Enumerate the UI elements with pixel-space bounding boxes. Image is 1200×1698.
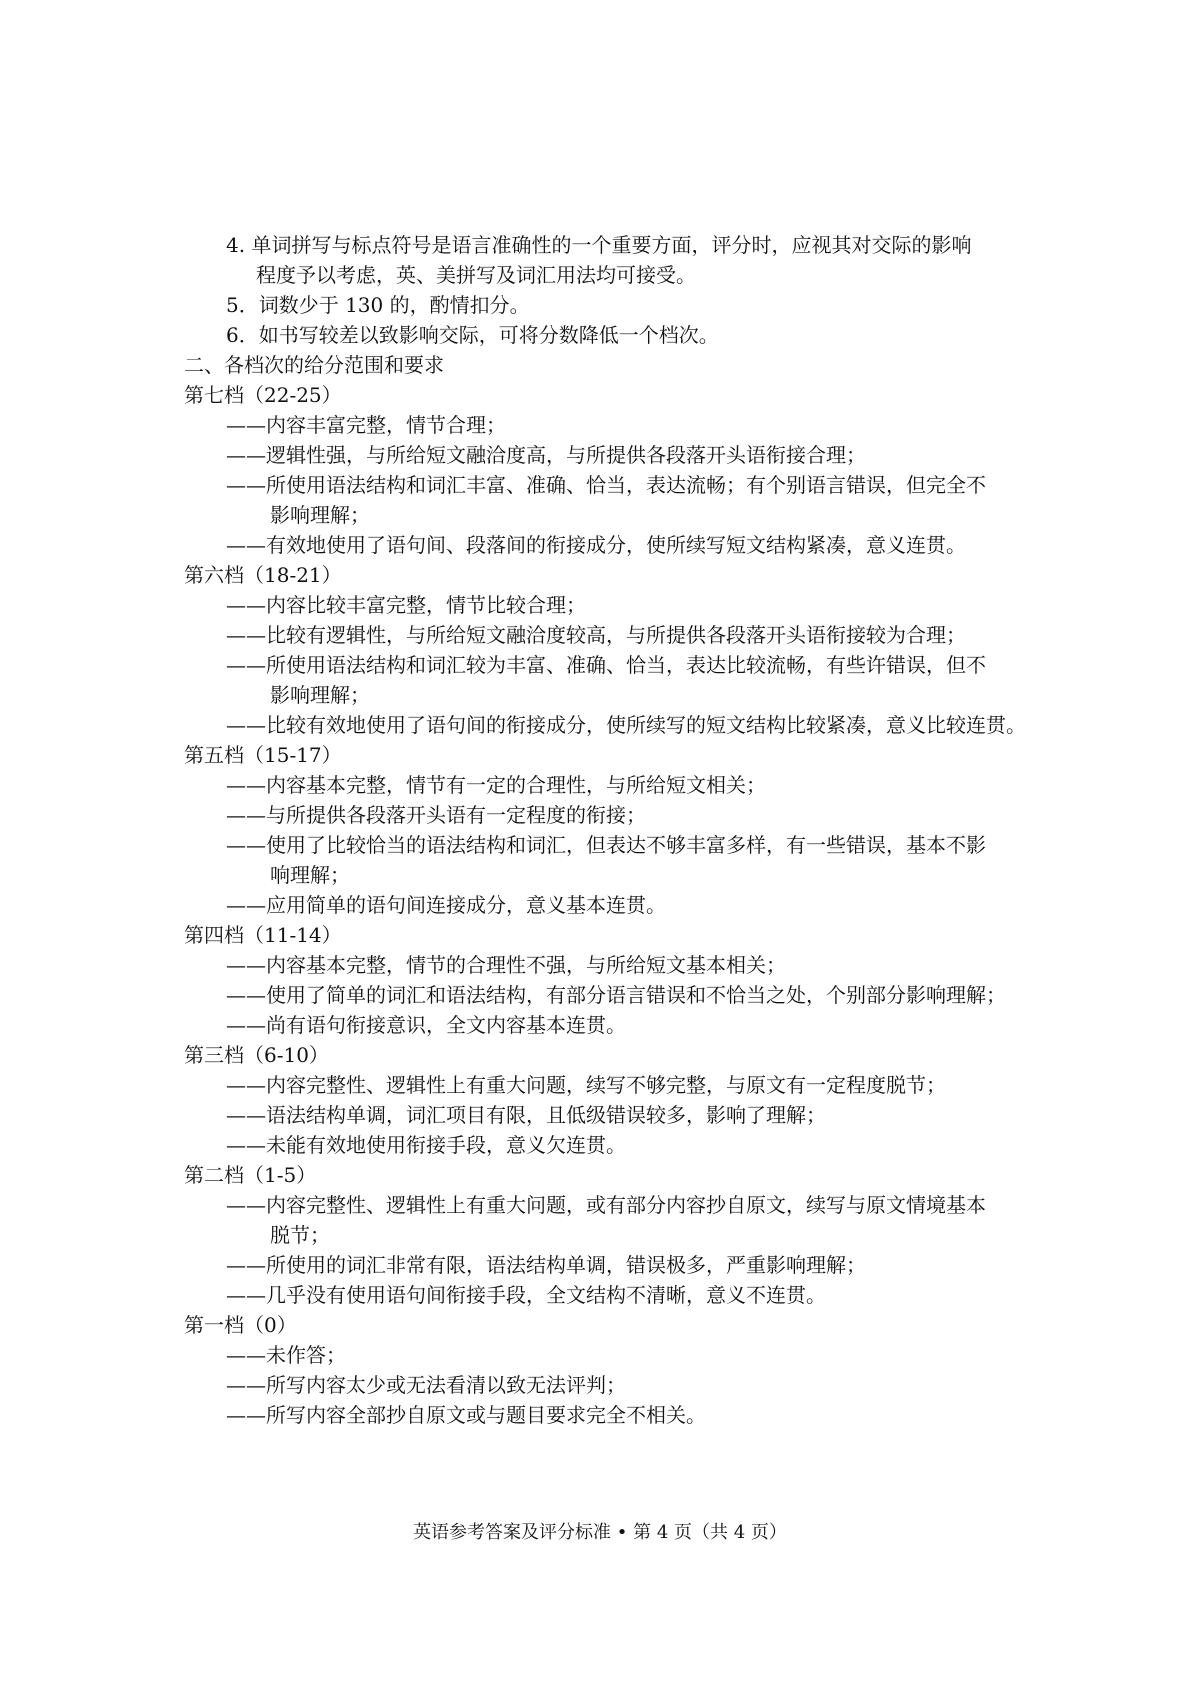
grade-3-criterion-2: ——语法结构单调，词汇项目有限，且低级错误较多，影响了理解； <box>226 1103 826 1127</box>
grade-3 <box>184 1040 1044 1160</box>
grade-6-criterion-1: ——内容比较丰富完整，情节比较合理； <box>226 593 586 617</box>
grade-5-title: 第五档（15-17） <box>184 743 342 767</box>
grade-6-title: 第六档（18-21） <box>184 563 342 587</box>
grade-2 <box>184 1160 1044 1310</box>
grade-1-criterion-3: ——所写内容全部抄自原文或与题目要求完全不相关。 <box>226 1403 706 1427</box>
grade-5-criterion-3-line-2: 响理解； <box>270 863 350 887</box>
grade-4-title: 第四档（11-14） <box>184 923 342 947</box>
grade-5-criterion-2: ——与所提供各段落开头语有一定程度的衔接； <box>226 803 646 827</box>
grade-3-criterion-1: ——内容完整性、逻辑性上有重大问题，续写不够完整，与原文有一定程度脱节； <box>226 1073 946 1097</box>
note-4-line-2: 程度予以考虑，英、美拼写及词汇用法均可接受。 <box>256 263 696 287</box>
grade-7-criterion-2: ——逻辑性强，与所给短文融洽度高，与所提供各段落开头语衔接合理； <box>226 443 866 467</box>
grade-5-criterion-3-line-1: ——使用了比较恰当的语法结构和词汇，但表达不够丰富多样，有一些错误，基本不影 <box>226 833 986 857</box>
grade-7 <box>184 380 1044 560</box>
grade-7-criterion-3-line-1: ——所使用语法结构和词汇丰富、准确、恰当，表达流畅；有个别语言错误，但完全不 <box>226 473 986 497</box>
grade-7-criterion-1: ——内容丰富完整，情节合理； <box>226 413 506 437</box>
note-6: 6．如书写较差以致影响交际，可将分数降低一个档次。 <box>226 323 719 347</box>
grade-7-criterion-4: ——有效地使用了语句间、段落间的衔接成分，使所续写短文结构紧凑，意义连贯。 <box>226 533 966 557</box>
grade-1-criterion-2: ——所写内容太少或无法看清以致无法评判； <box>226 1373 626 1397</box>
grade-7-title: 第七档（22-25） <box>184 383 342 407</box>
grade-4-criterion-3: ——尚有语句衔接意识，全文内容基本连贯。 <box>226 1013 626 1037</box>
grade-4-criterion-2: ——使用了简单的词汇和语法结构，有部分语言错误和不恰当之处，个别部分影响理解； <box>226 983 1006 1007</box>
grade-2-criterion-1-line-1: ——内容完整性、逻辑性上有重大问题，或有部分内容抄自原文，续写与原文情境基本 <box>226 1193 986 1217</box>
grade-6 <box>184 560 1044 740</box>
scoring-notes <box>184 230 1044 350</box>
grade-5 <box>184 740 1044 920</box>
note-5: 5．词数少于 130 的，酌情扣分。 <box>226 293 530 317</box>
note-4-line-1: 4. 单词拼写与标点符号是语言准确性的一个重要方面，评分时，应视其对交际的影响 <box>226 233 972 257</box>
grade-5-criterion-4: ——应用简单的语句间连接成分，意义基本连贯。 <box>226 893 666 917</box>
grade-5-criterion-1: ——内容基本完整，情节有一定的合理性，与所给短文相关； <box>226 773 766 797</box>
grade-6-criterion-4: ——比较有效地使用了语句间的衔接成分，使所续写的短文结构比较紧凑，意义比较连贯。 <box>226 713 1026 737</box>
grade-1-title: 第一档（0） <box>184 1313 297 1337</box>
grade-3-criterion-3: ——未能有效地使用衔接手段，意义欠连贯。 <box>226 1133 626 1157</box>
grade-6-criterion-3-line-1: ——所使用语法结构和词汇较为丰富、准确、恰当，表达比较流畅，有些许错误，但不 <box>226 653 986 677</box>
grade-2-title: 第二档（1-5） <box>184 1163 317 1187</box>
grade-4 <box>184 920 1044 1040</box>
grade-1-criterion-1: ——未作答； <box>226 1343 346 1367</box>
grade-2-criterion-1-line-2: 脱节； <box>270 1223 330 1247</box>
grade-3-title: 第三档（6-10） <box>184 1043 329 1067</box>
grade-6-criterion-3-line-2: 影响理解； <box>270 683 370 707</box>
page-content <box>184 230 1044 1430</box>
grade-4-criterion-1: ——内容基本完整，情节的合理性不强，与所给短文基本相关； <box>226 953 786 977</box>
grade-2-criterion-3: ——几乎没有使用语句间衔接手段，全文结构不清晰，意义不连贯。 <box>226 1283 826 1307</box>
grade-7-criterion-3-line-2: 影响理解； <box>270 503 370 527</box>
grade-6-criterion-2: ——比较有逻辑性，与所给短文融洽度较高，与所提供各段落开头语衔接较为合理； <box>226 623 966 647</box>
grade-2-criterion-2: ——所使用的词汇非常有限，语法结构单调，错误极多，严重影响理解； <box>226 1253 866 1277</box>
section-title: 二、各档次的给分范围和要求 <box>184 353 444 377</box>
grade-1 <box>184 1310 1044 1430</box>
page-footer: 英语参考答案及评分标准 • 第 4 页（共 4 页） <box>413 1522 787 1543</box>
